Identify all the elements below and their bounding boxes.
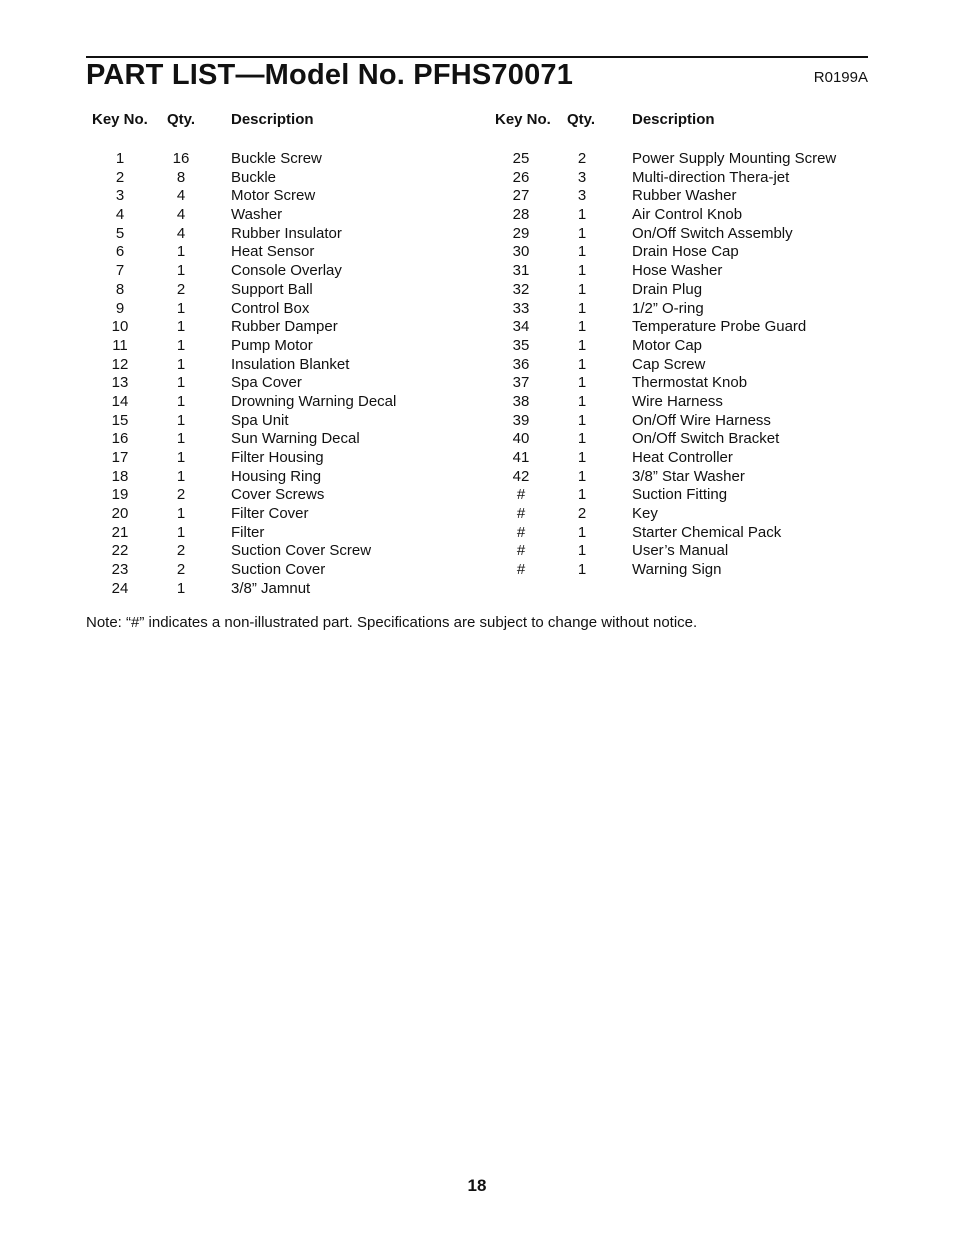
quantity: 1: [577, 243, 587, 261]
description: Warning Sign: [632, 561, 722, 579]
part-row: [0, 580, 390, 599]
key-number: 19: [111, 486, 129, 504]
quantity: 1: [577, 411, 587, 429]
part-row: [0, 542, 390, 561]
key-number: 24: [111, 579, 129, 597]
key-number: 18: [111, 467, 129, 485]
right-header-key: Key No.: [495, 111, 551, 128]
quantity: 1: [176, 336, 186, 354]
part-row: [401, 393, 791, 412]
part-row: [0, 206, 390, 225]
description: Motor Screw: [231, 187, 316, 205]
part-row: [401, 505, 791, 524]
description: Heat Sensor: [231, 243, 315, 261]
part-row: [0, 262, 390, 281]
description: Temperature Probe Guard: [632, 318, 807, 336]
part-row: [0, 374, 390, 393]
description: Insulation Blanket: [231, 355, 350, 373]
key-number: #: [516, 542, 526, 560]
part-row: [401, 318, 807, 337]
part-row: [401, 486, 791, 505]
part-row: [401, 169, 791, 188]
key-number: 41: [512, 449, 530, 466]
part-row: [0, 412, 390, 431]
description: Housing Ring: [231, 467, 322, 485]
key-number: 40: [512, 430, 530, 448]
key-number: 34: [512, 318, 530, 336]
left-header-description: Description: [231, 111, 314, 128]
part-row: [401, 262, 791, 281]
page-number: 18: [467, 1176, 487, 1195]
key-number: 22: [111, 542, 129, 560]
quantity: 1: [176, 299, 186, 317]
quantity: 2: [577, 505, 587, 523]
quantity: 1: [176, 579, 186, 597]
quantity: 16: [172, 150, 190, 167]
part-row: [0, 449, 390, 468]
key-number: 6: [115, 243, 125, 261]
part-row: [0, 356, 390, 375]
description: User’s Manual: [632, 542, 729, 560]
key-number: 26: [512, 168, 530, 186]
quantity: 1: [176, 430, 186, 448]
description: Rubber Washer: [632, 187, 737, 205]
key-number: 14: [111, 392, 129, 410]
key-number: 36: [512, 355, 530, 373]
quantity: 1: [577, 467, 587, 485]
part-row: [401, 561, 791, 580]
right-header-description: Description: [632, 111, 715, 128]
quantity: 1: [577, 392, 587, 410]
key-number: 20: [111, 505, 129, 523]
description: Thermostat Knob: [632, 374, 748, 392]
part-row: [401, 281, 791, 300]
key-number: #: [516, 523, 526, 541]
part-row: [0, 468, 390, 487]
description: On/Off Switch Bracket: [632, 430, 780, 448]
key-number: 38: [512, 392, 530, 410]
part-row: [401, 542, 791, 561]
key-number: 2: [115, 168, 125, 186]
description: Hose Washer: [632, 262, 723, 280]
key-number: 33: [512, 299, 530, 317]
key-number: 28: [512, 206, 530, 224]
key-number: 30: [512, 243, 530, 261]
description: Rubber Insulator: [231, 224, 342, 242]
part-row: [0, 243, 390, 262]
key-number: 13: [111, 374, 129, 392]
document-code: R0199A: [813, 69, 868, 86]
page-title: PART LIST—Model No. PFHS70071: [86, 59, 574, 91]
part-row: [401, 449, 791, 468]
key-number: 31: [512, 262, 530, 280]
description: Starter Chemical Pack: [632, 523, 782, 541]
description: Cover Screws: [231, 486, 325, 504]
part-row: [401, 337, 791, 356]
description: 1/2” O-ring: [632, 299, 704, 317]
description: 3/8” Jamnut: [231, 579, 311, 597]
right-header-qty: Qty.: [567, 111, 596, 128]
quantity: 1: [176, 411, 186, 429]
description: Filter Housing: [231, 449, 324, 466]
description: Motor Cap: [632, 336, 703, 354]
part-row: [401, 468, 791, 487]
quantity: 1: [176, 374, 186, 392]
part-row: [0, 392, 397, 412]
description: Power Supply Mounting Screw: [632, 150, 837, 167]
key-number: 8: [115, 280, 125, 298]
key-number: 42: [512, 467, 530, 485]
key-number: #: [516, 486, 526, 504]
part-row: [0, 150, 390, 169]
quantity: 1: [176, 355, 186, 373]
quantity: 2: [577, 150, 587, 167]
quantity: 1: [176, 262, 186, 280]
description: Sun Warning Decal: [231, 430, 360, 448]
key-number: 4: [115, 206, 125, 224]
description: Suction Cover: [231, 561, 326, 579]
key-number: 11: [112, 336, 128, 354]
part-row: [0, 486, 390, 505]
quantity: 1: [176, 243, 186, 261]
right-parts-list: [401, 150, 837, 580]
description: Control Box: [231, 299, 310, 317]
description: Key: [632, 505, 658, 523]
quantity: 8: [176, 168, 186, 186]
part-row: [0, 187, 390, 206]
description: Wire Harness: [632, 392, 723, 410]
part-row: [0, 225, 390, 244]
part-row: [0, 561, 390, 580]
description: Suction Cover Screw: [231, 542, 372, 560]
key-number: 37: [512, 374, 530, 392]
quantity: 1: [577, 280, 587, 298]
left-parts-list: [0, 150, 397, 599]
quantity: 1: [577, 561, 587, 579]
quantity: 1: [577, 336, 587, 354]
description: Spa Cover: [231, 374, 302, 392]
part-row: [0, 430, 390, 449]
part-row: [401, 356, 791, 375]
part-row: [401, 150, 837, 169]
quantity: 1: [577, 374, 587, 392]
quantity: 1: [577, 430, 587, 448]
quantity: 2: [176, 542, 186, 560]
description: Filter Cover: [231, 505, 309, 523]
key-number: 32: [512, 280, 530, 298]
quantity: 2: [176, 280, 186, 298]
quantity: 4: [176, 224, 186, 242]
description: On/Off Switch Assembly: [632, 224, 793, 242]
key-number: 5: [115, 224, 125, 242]
quantity: 3: [577, 187, 587, 205]
key-number: 35: [512, 336, 530, 354]
description: Pump Motor: [231, 336, 313, 354]
quantity: 1: [577, 262, 587, 280]
description: 3/8” Star Washer: [632, 467, 745, 485]
part-row: [0, 300, 390, 319]
part-row: [401, 430, 791, 449]
description: Cap Screw: [632, 355, 706, 373]
quantity: 1: [176, 392, 186, 410]
key-number: #: [516, 561, 526, 579]
description: Console Overlay: [231, 262, 342, 280]
part-row: [401, 412, 791, 431]
part-row: [0, 337, 390, 356]
quantity: 4: [176, 187, 186, 205]
description: On/Off Wire Harness: [632, 411, 771, 429]
key-number: 39: [512, 411, 530, 429]
key-number: 21: [111, 523, 129, 541]
key-number: 7: [115, 262, 125, 280]
description: Washer: [231, 206, 283, 224]
key-number: 23: [111, 561, 129, 579]
quantity: 3: [577, 168, 587, 186]
key-number: 15: [111, 411, 129, 429]
part-row: [401, 300, 791, 319]
part-row: [401, 206, 791, 225]
description: Suction Fitting: [632, 486, 728, 504]
quantity: 2: [176, 486, 186, 504]
quantity: 1: [577, 355, 587, 373]
part-row: [0, 281, 390, 300]
quantity: 1: [176, 318, 186, 336]
quantity: 2: [176, 561, 186, 579]
key-number: 29: [512, 224, 530, 242]
key-number: 27: [512, 187, 530, 205]
quantity: 4: [176, 206, 186, 224]
part-row: [0, 318, 390, 337]
key-number: 9: [115, 299, 125, 317]
description: Rubber Damper: [231, 318, 338, 336]
quantity: 1: [577, 224, 587, 242]
quantity: 1: [577, 206, 587, 224]
left-header-qty: Qty.: [167, 111, 196, 128]
part-row: [401, 225, 791, 244]
quantity: 1: [577, 318, 587, 336]
quantity: 1: [577, 523, 587, 541]
description: Air Control Knob: [632, 206, 743, 224]
quantity: 1: [176, 505, 186, 523]
footnote: Note: “#” indicates a non-illustrated part. Specifications are subject to change without notice.: [86, 614, 698, 631]
description: Support Ball: [231, 280, 313, 298]
description: Spa Unit: [231, 411, 289, 429]
part-row: [0, 524, 390, 543]
key-number: 10: [111, 318, 129, 336]
quantity: 1: [176, 449, 186, 466]
description: Filter: [231, 523, 265, 541]
part-row: [401, 187, 791, 206]
part-row: [401, 243, 791, 262]
key-number: 12: [111, 355, 129, 373]
part-row: [0, 505, 390, 524]
description: Buckle Screw: [231, 150, 322, 167]
quantity: 1: [577, 542, 587, 560]
key-number: 17: [111, 449, 129, 466]
title-rule: [86, 56, 868, 58]
description: Heat Controller: [632, 449, 733, 466]
description: Buckle: [231, 168, 277, 186]
quantity: 1: [176, 467, 186, 485]
description: Drain Hose Cap: [632, 243, 739, 261]
key-number: 1: [115, 150, 125, 167]
left-header-key: Key No.: [92, 111, 148, 128]
key-number: 16: [111, 430, 129, 448]
quantity: 1: [577, 299, 587, 317]
part-row: [401, 524, 791, 543]
quantity: 1: [577, 449, 587, 466]
description: Drowning Warning Decal: [231, 392, 397, 410]
key-number: #: [516, 505, 526, 523]
key-number: 25: [512, 150, 530, 167]
part-row: [401, 374, 791, 393]
quantity: 1: [176, 523, 186, 541]
part-row: [0, 169, 390, 188]
description: Drain Plug: [632, 280, 703, 298]
quantity: 1: [577, 486, 587, 504]
key-number: 3: [115, 187, 125, 205]
description: Multi-direction Thera-jet: [632, 168, 790, 186]
